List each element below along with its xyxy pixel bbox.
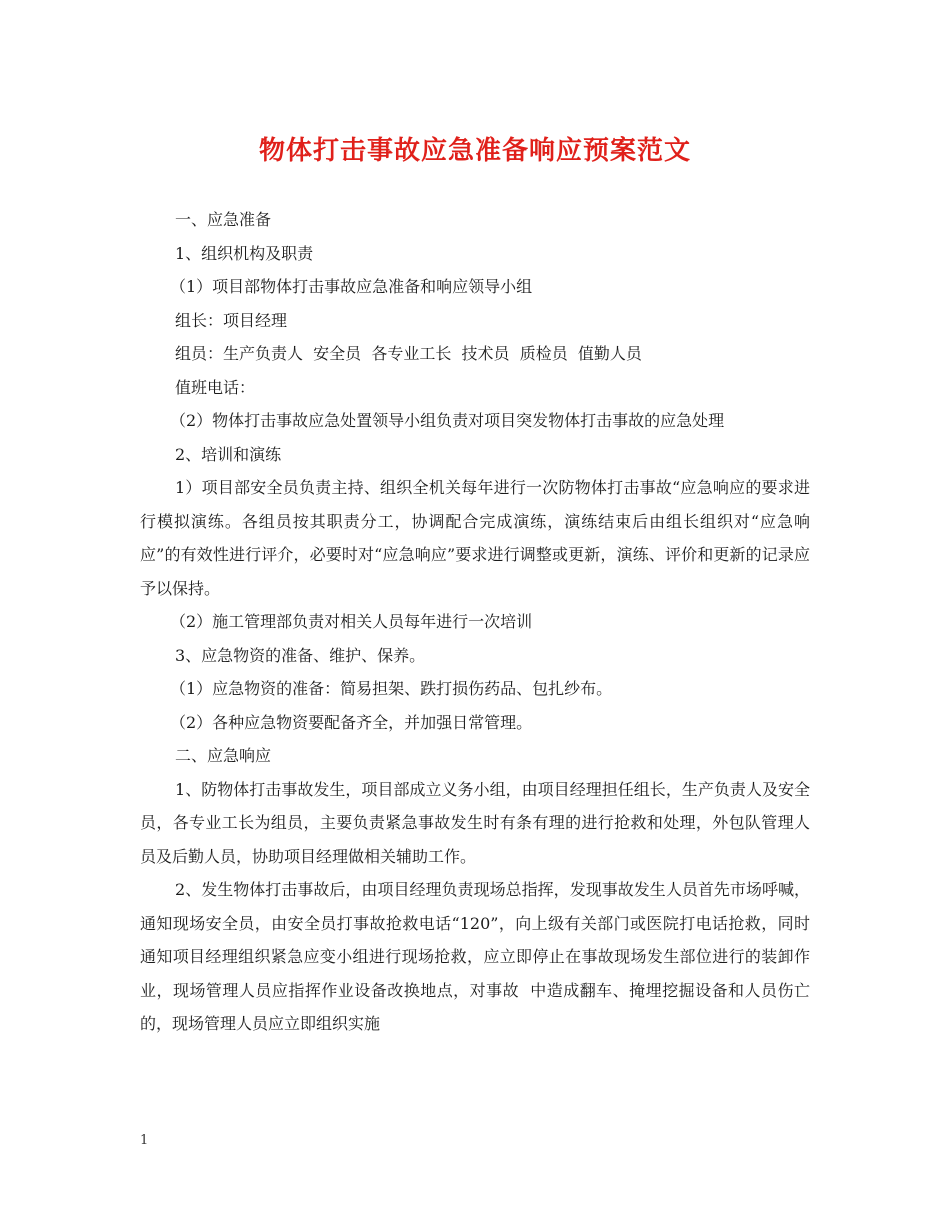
- paragraph: （1）项目部物体打击事故应急准备和响应领导小组: [170, 277, 533, 296]
- section-heading: 二、应急响应: [175, 746, 272, 765]
- page-number: 1: [140, 1133, 149, 1148]
- paragraph: （2）施工管理部负责对相关人员每年进行一次培训: [170, 612, 533, 631]
- paragraph: （2）各种应急物资要配备齐全，并加强日常管理。: [170, 712, 533, 732]
- paragraph: 组长：项目经理: [175, 310, 288, 330]
- document-title: 物体打击事故应急准备响应预案范文: [258, 136, 691, 166]
- paragraph: 组员：生产负责人 安全员 各专业工长 技术员 质检员 值勤人员: [175, 344, 642, 363]
- paragraph: 2、发生物体打击事故后，由项目经理负责现场总指挥，发现事故发生人员首先市场呼喊，通知现场安全员，由安全员打事故抢救电话“120”，向上级有关部门或医院打电话抢救，同时通知项目经理组织紧急应变小组进行现场抢救，应立即停止在事故现场发生部位进行的装卸作业，现场管理人员应指挥作业设备改换地点，对事故 中造成翻车、掩埋挖掘设备和人员伤亡的，现场管理人员应立即组织实施: [140, 880, 810, 1033]
- section-heading: 一、应急准备: [175, 210, 272, 229]
- document-body: [140, 203, 810, 1041]
- subsection-heading: 2、培训和演练: [175, 444, 282, 464]
- subsection-heading: 3、应急物资的准备、维护、保养。: [175, 645, 426, 665]
- paragraph: 1）项目部安全员负责主持、组织全机关每年进行一次防物体打击事故“应急响应的要求进行模拟演练。各组员按其职责分工，协调配合完成演练，演练结束后由组长组织对“应急响应”的有效性进行评介，必要时对“应急响应”要求进行调整或更新，演练、评价和更新的记录应予以保持。: [140, 478, 810, 598]
- paragraph: 1、防物体打击事故发生，项目部成立义务小组，由项目经理担任组长，生产负责人及安全员，各专业工长为组员，主要负责紧急事故发生时有条有理的进行抢救和处理，外包队管理人员及后勤人员，协助项目经理做相关辅助工作。: [140, 779, 810, 866]
- subsection-heading: 1、组织机构及职责: [175, 243, 314, 263]
- paragraph: （2）物体打击事故应急处置领导小组负责对项目突发物体打击事故的应急处理: [170, 411, 725, 430]
- paragraph: （1）应急物资的准备：简易担架、跌打损伤药品、包扎纱布。: [170, 679, 613, 698]
- paragraph: 值班电话：: [175, 377, 256, 397]
